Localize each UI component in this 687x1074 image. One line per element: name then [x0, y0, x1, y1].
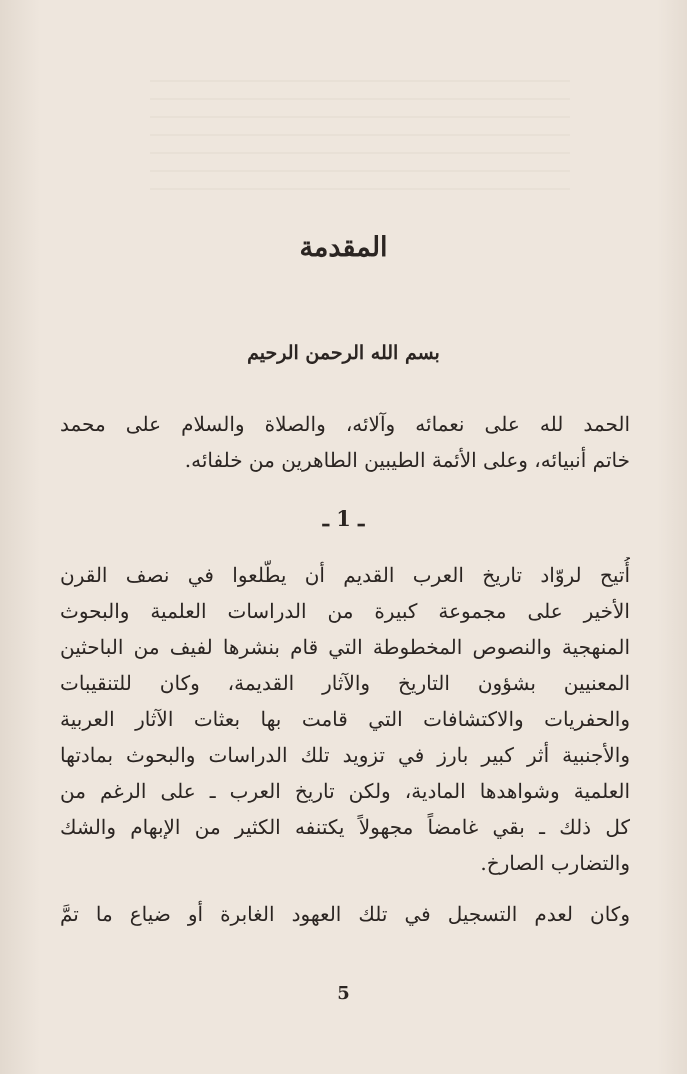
section-number: ـ 1 ـ: [322, 506, 365, 531]
text-line: خاتم أنبيائه، وعلى الأئمة الطيبين الطاهرين من خلفائه.: [184, 448, 630, 472]
chapter-title: المقدمة: [299, 232, 388, 263]
show-through-text: [150, 80, 570, 190]
text-line: المنهجية والنصوص المخطوطة التي قام بنشرها لفيف من الباحثين: [60, 635, 630, 659]
text-line: الأخير على مجموعة كبيرة من الدراسات العلمية والبحوث: [60, 599, 630, 623]
paragraph-continuation: [60, 896, 630, 932]
text-line: المعنيين بشؤون التاريخ والآثار القديمة، وكان للتنقيبات: [60, 671, 630, 695]
text-line: كل ذلك ـ بقي غامضاً مجهولاً يكتنفه الكثير من الإبهام والشك: [60, 815, 630, 839]
text-line: الحمد لله على نعمائه وآلائه، والصلاة والسلام على محمد: [60, 412, 630, 436]
basmala: بسم الله الرحمن الرحيم: [247, 342, 440, 364]
text-line: والحفريات والاكتشافات التي قامت بها بعثات الآثار العربية: [60, 707, 630, 731]
page-number: 5: [337, 983, 350, 1004]
text-line: والأجنبية أثر كبير بارز في تزويد تلك الدراسات والبحوث بمادتها: [60, 743, 630, 767]
text-line: العلمية وشواهدها المادية، ولكن تاريخ العرب ـ على الرغم من: [60, 779, 630, 803]
text-line: أُتيح لروّاد تاريخ العرب القديم أن يطّلعوا في نصف القرن: [60, 563, 630, 587]
text-line: والتضارب الصارخ.: [480, 851, 630, 875]
paragraph-section-1: [60, 557, 630, 881]
paragraph-opening: [60, 406, 630, 478]
text-line: وكان لعدم التسجيل في تلك العهود الغابرة أو ضياع ما تمَّ: [60, 902, 630, 926]
